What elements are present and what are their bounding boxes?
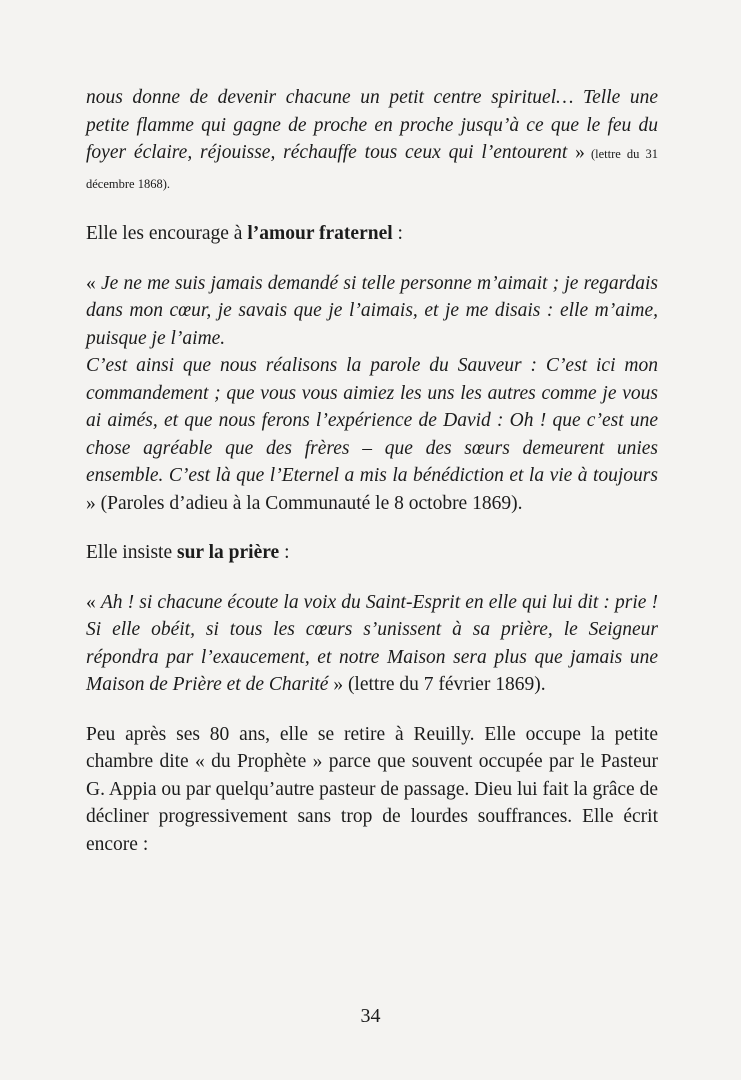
quote-text: nous donne de devenir chacune un petit centre spirituel… Telle une petite flamme qui gagne de proche en proche jusqu’à ce que le feu du foyer éclaire, réjouisse, réchauffe tous ceux qui l’entourent: [86, 87, 658, 163]
quote-text: Ah ! si chacune écoute la voix du Saint-Esprit en elle qui lui dit : prie ! Si elle obéit, si tous les cœurs s’unissent à sa prière, le Seigneur répondra par l’exaucement, et notre Maison sera plus que jamais une Maison de Prière et de Charité: [86, 591, 658, 695]
paragraph-prayer-intro: [86, 539, 658, 567]
letter-citation: » (lettre du 7 février 1869).: [328, 674, 546, 695]
opening-quote-mark: «: [86, 272, 101, 294]
paragraph-quote-spiritual-center: [86, 84, 658, 198]
emphasis-text: sur la prière: [177, 542, 280, 563]
intro-text: Elle les encourage à: [86, 223, 248, 244]
page-body: [86, 84, 658, 858]
quote-text: C’est ainsi que nous réalisons la parole du Sauveur : C’est ici mon commandement ; que vous vous aimiez les uns les autres comme je vous ai aimés, et que nous ferons l’expérience de David : Oh ! que c’est une chose agréable que des frères – que des sœurs demeurent unies ensemble. C’est là que l’Eternel a mis la bénédiction et la vie à toujours: [86, 355, 658, 486]
intro-colon: :: [279, 542, 290, 563]
quote-line-first: [86, 270, 658, 353]
intro-colon: :: [392, 223, 403, 244]
quote-text: Je ne me suis jamais demandé si telle personne m’aimait ; je regardais dans mon cœur, je savais que je l’aimais, et je me disais : elle m’aime, puisque je l’aime.: [86, 272, 658, 349]
letter-citation: (lettre du 31 décembre 1868).: [86, 147, 659, 191]
page-number: 34: [360, 1005, 381, 1027]
farewell-citation: » (Paroles d’adieu à la Communauté le 8 octobre 1869).: [86, 492, 523, 514]
closing-quote-mark: »: [567, 142, 585, 163]
emphasis-text: l’amour fraternel: [247, 223, 393, 244]
paragraph-prayer-quote: [86, 589, 658, 699]
quote-line-second: [86, 352, 658, 517]
paragraph-farewell-quote: [86, 270, 658, 518]
paragraph-retirement-reuilly: Peu après ses 80 ans, elle se retire à Reuilly. Elle occupe la petite chambre dite « du Prophète » parce que souvent occupée par le Pasteur G. Appia ou par quelqu’autre pasteur de passage. Dieu lui fait la grâce de décliner progressivement sans trop de lourdes souffrances. Elle écrit encore :: [86, 723, 658, 855]
opening-quote-mark: «: [86, 591, 101, 613]
paragraph-fraternal-love-intro: [86, 220, 658, 248]
intro-text: Elle insiste: [86, 542, 177, 563]
